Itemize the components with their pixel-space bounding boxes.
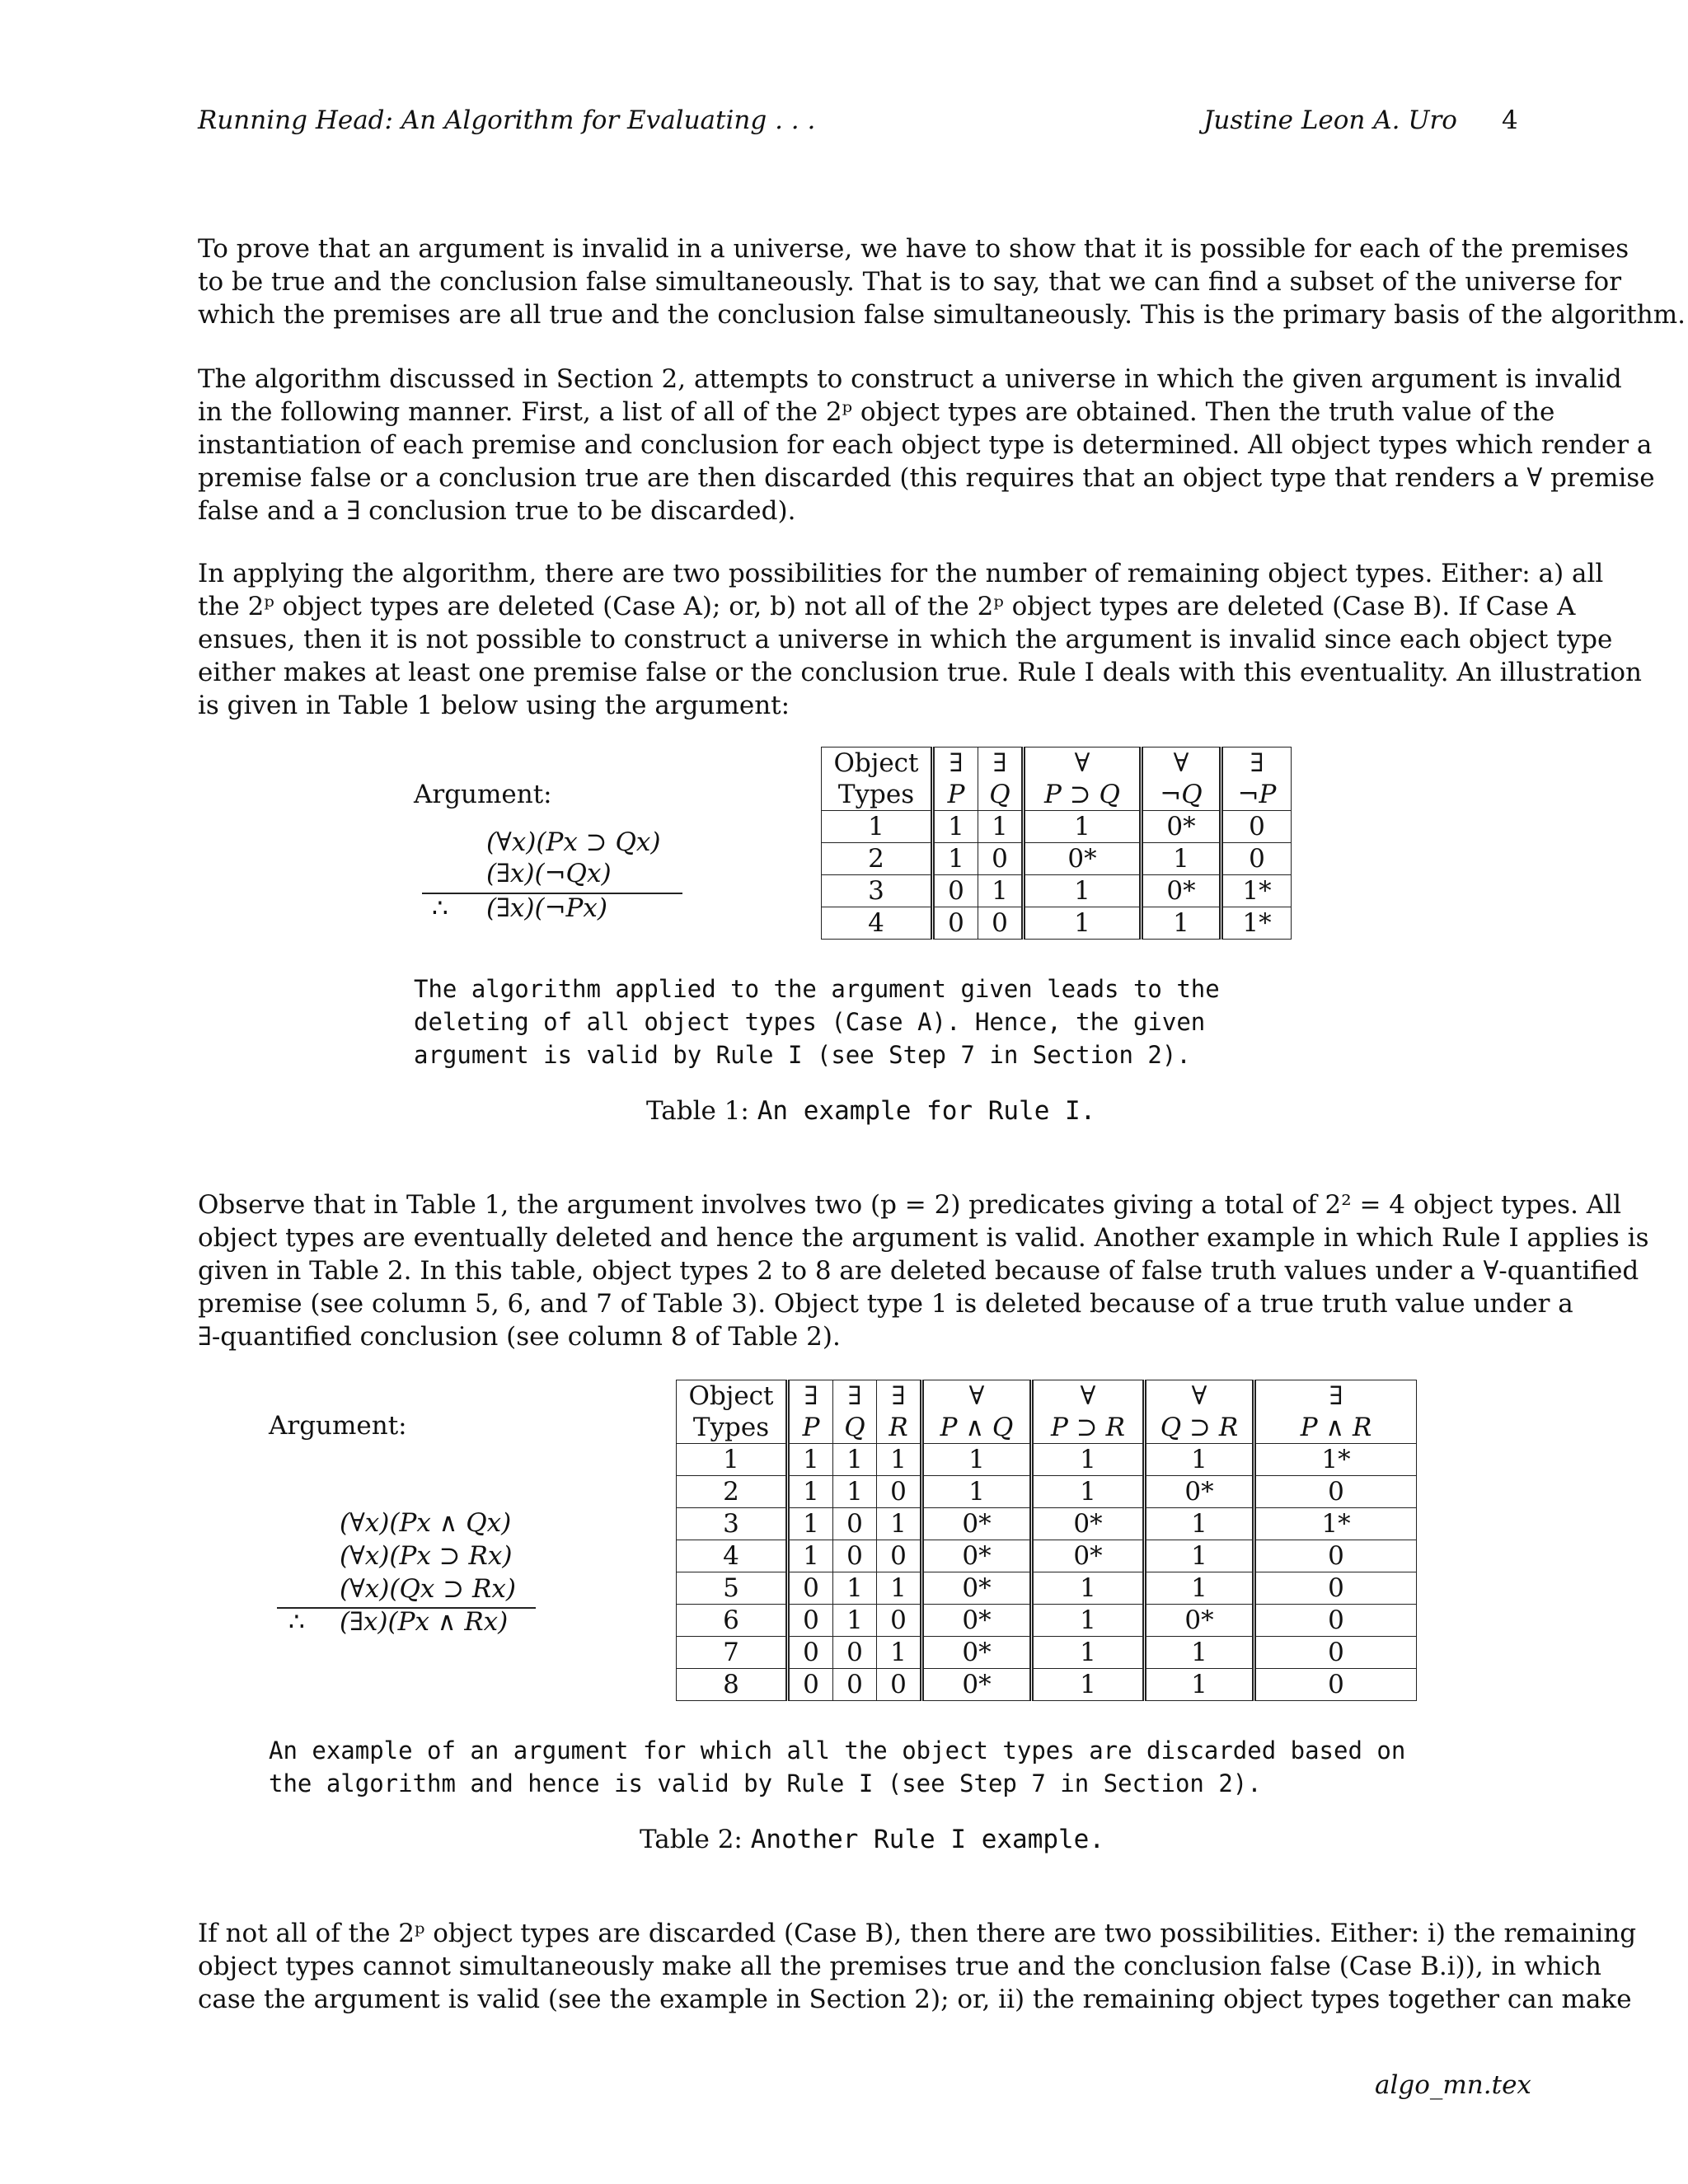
table-cell: 1 bbox=[1032, 1669, 1145, 1701]
table-cell: 1 bbox=[1145, 1637, 1254, 1669]
table-cell: 1 bbox=[833, 1572, 877, 1605]
table-cell: 0 bbox=[1254, 1540, 1417, 1572]
table-cell: 1 bbox=[1145, 1540, 1254, 1572]
table-cell: 0 bbox=[877, 1605, 922, 1637]
therefore-symbol: ∴ bbox=[288, 1607, 305, 1637]
text-line: If not all of the 2ᵖ object types are discarded (Case B), then there are two possibilities. Either: i) the remaining bbox=[198, 1919, 1637, 1948]
text-line: object types cannot simultaneously make all the premises true and the conclusion false (Case B.i)), in which bbox=[198, 1952, 1602, 1981]
table-row bbox=[677, 1637, 1417, 1669]
table-cell: 0 bbox=[877, 1476, 922, 1508]
table-cell: 6 bbox=[677, 1605, 788, 1637]
note-line: The algorithm applied to the argument given leads to the bbox=[414, 975, 1220, 1003]
table1-conclusion: (∃x)(¬Px) bbox=[486, 893, 607, 923]
paragraph-3 bbox=[198, 557, 1642, 722]
table-cell: 0* bbox=[922, 1605, 1032, 1637]
table-cell: 0* bbox=[1032, 1508, 1145, 1540]
table2-premise-3: (∀x)(Qx ⊃ Rx) bbox=[340, 1574, 516, 1604]
table-cell: 1 bbox=[922, 1476, 1032, 1508]
header-cell: P bbox=[933, 779, 978, 811]
header-cell: P bbox=[788, 1412, 833, 1444]
table-cell: 1 bbox=[1032, 1476, 1145, 1508]
table-cell: 1 bbox=[788, 1444, 833, 1476]
table-cell: 0 bbox=[833, 1669, 877, 1701]
header-cell: Object bbox=[677, 1380, 788, 1413]
table-cell: 0 bbox=[1221, 843, 1292, 875]
table-row bbox=[677, 1508, 1417, 1540]
quantifier-cell: ∀ bbox=[922, 1380, 1032, 1413]
quantifier-cell: ∃ bbox=[933, 748, 978, 780]
table-cell: 1 bbox=[1032, 1572, 1145, 1605]
text-line: the 2ᵖ object types are deleted (Case A); or, b) not all of the 2ᵖ object types are deleted (Case B). If Case A bbox=[198, 592, 1576, 621]
header-cell: R bbox=[877, 1412, 922, 1444]
text-line: To prove that an argument is invalid in a universe, we have to show that it is possible for each of the premises bbox=[198, 234, 1629, 264]
table-cell: 1 bbox=[1024, 907, 1142, 940]
text-line: ensues, then it is not possible to construct a universe in which the argument is invalid since each object type bbox=[198, 625, 1613, 654]
table-cell: 0* bbox=[1032, 1540, 1145, 1572]
table-cell: 0 bbox=[833, 1637, 877, 1669]
quantifier-cell: ∃ bbox=[978, 748, 1024, 780]
running-head: Running Head: An Algorithm for Evaluating . . . bbox=[198, 105, 816, 135]
table-row bbox=[677, 1540, 1417, 1572]
quantifier-cell: ∃ bbox=[833, 1380, 877, 1413]
header-cell: P ∧ R bbox=[1254, 1412, 1417, 1444]
quantifier-cell: ∀ bbox=[1024, 748, 1142, 780]
table1-caption bbox=[646, 1096, 1095, 1126]
table-cell: 0 bbox=[877, 1540, 922, 1572]
text-line: ∃-quantified conclusion (see column 8 of Table 2). bbox=[198, 1322, 841, 1352]
table-cell: 1 bbox=[833, 1476, 877, 1508]
table1-premise-2: (∃x)(¬Qx) bbox=[486, 859, 612, 888]
table-cell: 0* bbox=[922, 1540, 1032, 1572]
table-row bbox=[677, 1476, 1417, 1508]
table-cell: 1 bbox=[1145, 1508, 1254, 1540]
table-cell: 1 bbox=[877, 1637, 922, 1669]
table2-premise-2: (∀x)(Px ⊃ Rx) bbox=[340, 1541, 513, 1571]
table-cell: 5 bbox=[677, 1572, 788, 1605]
quantifier-cell: ∃ bbox=[1254, 1380, 1417, 1413]
caption-prefix: Table 1: bbox=[646, 1096, 749, 1126]
quantifier-cell: ∀ bbox=[1032, 1380, 1145, 1413]
table1-premise-1: (∀x)(Px ⊃ Qx) bbox=[486, 827, 661, 857]
table2-premise-1: (∀x)(Px ∧ Qx) bbox=[340, 1508, 512, 1538]
text-line: to be true and the conclusion false simultaneously. That is to say, that we can find a subset of the universe for bbox=[198, 267, 1622, 297]
table-cell: 7 bbox=[677, 1637, 788, 1669]
table-cell: 0* bbox=[1145, 1476, 1254, 1508]
note-line: deleting of all object types (Case A). Hence, the given bbox=[414, 1008, 1206, 1036]
table-cell: 0 bbox=[1254, 1476, 1417, 1508]
table-cell: 0 bbox=[933, 875, 978, 907]
header-cell: Q bbox=[833, 1412, 877, 1444]
table-cell: 0 bbox=[978, 843, 1024, 875]
caption-text: Another Rule I example. bbox=[750, 1825, 1105, 1854]
table-cell: 1* bbox=[1221, 907, 1292, 940]
table-cell: 0* bbox=[1142, 811, 1221, 843]
paragraph-5 bbox=[198, 1917, 1637, 2016]
table2-argument-label: Argument: bbox=[269, 1411, 407, 1441]
table-row bbox=[677, 1444, 1417, 1476]
table-cell: 0 bbox=[788, 1637, 833, 1669]
table-cell: 0 bbox=[1254, 1572, 1417, 1605]
text-line: either makes at least one premise false or the conclusion true. Rule I deals with this eventuality. An illustration bbox=[198, 658, 1642, 687]
truth-table-1 bbox=[821, 747, 1292, 940]
header-cell: Object bbox=[822, 748, 933, 780]
table-cell: 0 bbox=[1254, 1605, 1417, 1637]
table-cell: 1 bbox=[788, 1540, 833, 1572]
table-cell: 0* bbox=[1142, 875, 1221, 907]
table-cell: 1 bbox=[877, 1508, 922, 1540]
table2-conclusion: (∃x)(Px ∧ Rx) bbox=[340, 1607, 509, 1637]
header-cell: P ∧ Q bbox=[922, 1412, 1032, 1444]
text-line: false and a ∃ conclusion true to be discarded). bbox=[198, 496, 796, 526]
table-cell: 1 bbox=[677, 1444, 788, 1476]
note-line: argument is valid by Rule I (see Step 7 in Section 2). bbox=[414, 1041, 1191, 1069]
quantifier-cell: ∃ bbox=[788, 1380, 833, 1413]
quantifier-cell: ∀ bbox=[1142, 748, 1221, 780]
header-cell: Types bbox=[677, 1412, 788, 1444]
table-cell: 1 bbox=[788, 1476, 833, 1508]
page-number: 4 bbox=[1502, 105, 1518, 135]
table-cell: 0 bbox=[978, 907, 1024, 940]
table-cell: 1 bbox=[877, 1572, 922, 1605]
table-cell: 1 bbox=[933, 843, 978, 875]
table1-note bbox=[414, 972, 1220, 1071]
header-cell: Q ⊃ R bbox=[1145, 1412, 1254, 1444]
table-cell: 0* bbox=[922, 1572, 1032, 1605]
text-line: premise false or a conclusion true are then discarded (this requires that an object type that renders a ∀ premise bbox=[198, 463, 1655, 493]
table-cell: 1 bbox=[1142, 907, 1221, 940]
table-cell: 1 bbox=[822, 811, 933, 843]
header-cell: P ⊃ Q bbox=[1024, 779, 1142, 811]
table-row bbox=[677, 1669, 1417, 1701]
table-row bbox=[677, 1605, 1417, 1637]
quantifier-cell: ∀ bbox=[1145, 1380, 1254, 1413]
table-cell: 1 bbox=[833, 1444, 877, 1476]
header-cell: ¬P bbox=[1221, 779, 1292, 811]
text-line: case the argument is valid (see the example in Section 2); or, ii) the remaining object types together can make bbox=[198, 1985, 1632, 2014]
table-cell: 1 bbox=[1024, 875, 1142, 907]
author-name: Justine Leon A. Uro bbox=[1203, 105, 1457, 135]
table-cell: 0 bbox=[933, 907, 978, 940]
table-cell: 0* bbox=[922, 1637, 1032, 1669]
table2-caption bbox=[640, 1825, 1104, 1854]
table-cell: 0 bbox=[833, 1508, 877, 1540]
table-cell: 3 bbox=[677, 1508, 788, 1540]
truth-table-2 bbox=[676, 1380, 1417, 1701]
table-row bbox=[677, 1572, 1417, 1605]
table-cell: 0 bbox=[1254, 1669, 1417, 1701]
caption-text: An example for Rule I. bbox=[757, 1096, 1096, 1126]
caption-prefix: Table 2: bbox=[640, 1825, 743, 1854]
header-cell: Types bbox=[822, 779, 933, 811]
text-line: in the following manner. First, a list of all of the 2ᵖ object types are obtained. Then the truth value of the bbox=[198, 397, 1555, 427]
table-cell: 1 bbox=[1032, 1605, 1145, 1637]
table-cell: 4 bbox=[822, 907, 933, 940]
table-cell: 1* bbox=[1254, 1444, 1417, 1476]
table-cell: 0 bbox=[788, 1572, 833, 1605]
table-cell: 1 bbox=[1145, 1669, 1254, 1701]
table-cell: 1 bbox=[978, 875, 1024, 907]
table-cell: 0 bbox=[788, 1605, 833, 1637]
note-line: An example of an argument for which all the object types are discarded based on bbox=[269, 1736, 1406, 1765]
table-cell: 8 bbox=[677, 1669, 788, 1701]
header-cell: P ⊃ R bbox=[1032, 1412, 1145, 1444]
footer-filename: algo_mn.tex bbox=[1375, 2070, 1531, 2100]
table-cell: 0 bbox=[1221, 811, 1292, 843]
text-line: In applying the algorithm, there are two possibilities for the number of remaining object types. Either: a) all bbox=[198, 559, 1604, 588]
table-cell: 1 bbox=[1024, 811, 1142, 843]
text-line: The algorithm discussed in Section 2, attempts to construct a universe in which the given argument is invalid bbox=[198, 364, 1622, 394]
table-cell: 0 bbox=[1254, 1637, 1417, 1669]
table-cell: 1 bbox=[1032, 1637, 1145, 1669]
table-cell: 1 bbox=[1142, 843, 1221, 875]
table-cell: 0* bbox=[1024, 843, 1142, 875]
table-cell: 1 bbox=[933, 811, 978, 843]
table-cell: 1* bbox=[1221, 875, 1292, 907]
note-line: the algorithm and hence is valid by Rule I (see Step 7 in Section 2). bbox=[269, 1769, 1262, 1797]
table-cell: 2 bbox=[822, 843, 933, 875]
table-cell: 1 bbox=[978, 811, 1024, 843]
header-cell: ¬Q bbox=[1142, 779, 1221, 811]
table2-note bbox=[269, 1734, 1405, 1800]
table-cell: 1 bbox=[788, 1508, 833, 1540]
text-line: given in Table 2. In this table, object types 2 to 8 are deleted because of false truth values under a ∀-quantified bbox=[198, 1256, 1639, 1286]
table-row bbox=[822, 907, 1292, 940]
quantifier-cell: ∃ bbox=[1221, 748, 1292, 780]
quantifier-cell: ∃ bbox=[877, 1380, 922, 1413]
table-row bbox=[822, 811, 1292, 843]
table-cell: 1* bbox=[1254, 1508, 1417, 1540]
table-cell: 4 bbox=[677, 1540, 788, 1572]
table-cell: 1 bbox=[877, 1444, 922, 1476]
text-line: premise (see column 5, 6, and 7 of Table 3). Object type 1 is deleted because of a true truth value under a bbox=[198, 1289, 1573, 1319]
text-line: which the premises are all true and the conclusion false simultaneously. This is the primary basis of the algorithm. bbox=[198, 300, 1686, 330]
table-cell: 0* bbox=[922, 1669, 1032, 1701]
text-line: Observe that in Table 1, the argument involves two (p = 2) predicates giving a total of 2² = 4 object types. All bbox=[198, 1190, 1622, 1220]
table-cell: 1 bbox=[1145, 1444, 1254, 1476]
text-line: object types are eventually deleted and hence the argument is valid. Another example in which Rule I applies is bbox=[198, 1223, 1649, 1253]
table1-argument-label: Argument: bbox=[414, 780, 552, 809]
table-cell: 2 bbox=[677, 1476, 788, 1508]
therefore-symbol: ∴ bbox=[432, 893, 448, 923]
table-cell: 1 bbox=[833, 1605, 877, 1637]
paragraph-2 bbox=[198, 363, 1655, 527]
table-cell: 0 bbox=[877, 1669, 922, 1701]
table-cell: 3 bbox=[822, 875, 933, 907]
text-line: instantiation of each premise and conclusion for each object type is determined. All object types which render a bbox=[198, 430, 1653, 460]
table-row bbox=[822, 843, 1292, 875]
table-cell: 0 bbox=[788, 1669, 833, 1701]
table-cell: 1 bbox=[922, 1444, 1032, 1476]
table-cell: 0* bbox=[1145, 1605, 1254, 1637]
table-row bbox=[822, 875, 1292, 907]
table-cell: 1 bbox=[1032, 1444, 1145, 1476]
header-cell: Q bbox=[978, 779, 1024, 811]
paragraph-1 bbox=[198, 232, 1686, 331]
table-cell: 0* bbox=[922, 1508, 1032, 1540]
paragraph-4 bbox=[198, 1188, 1649, 1353]
table-cell: 1 bbox=[1145, 1572, 1254, 1605]
table-cell: 0 bbox=[833, 1540, 877, 1572]
text-line: is given in Table 1 below using the argument: bbox=[198, 691, 790, 720]
